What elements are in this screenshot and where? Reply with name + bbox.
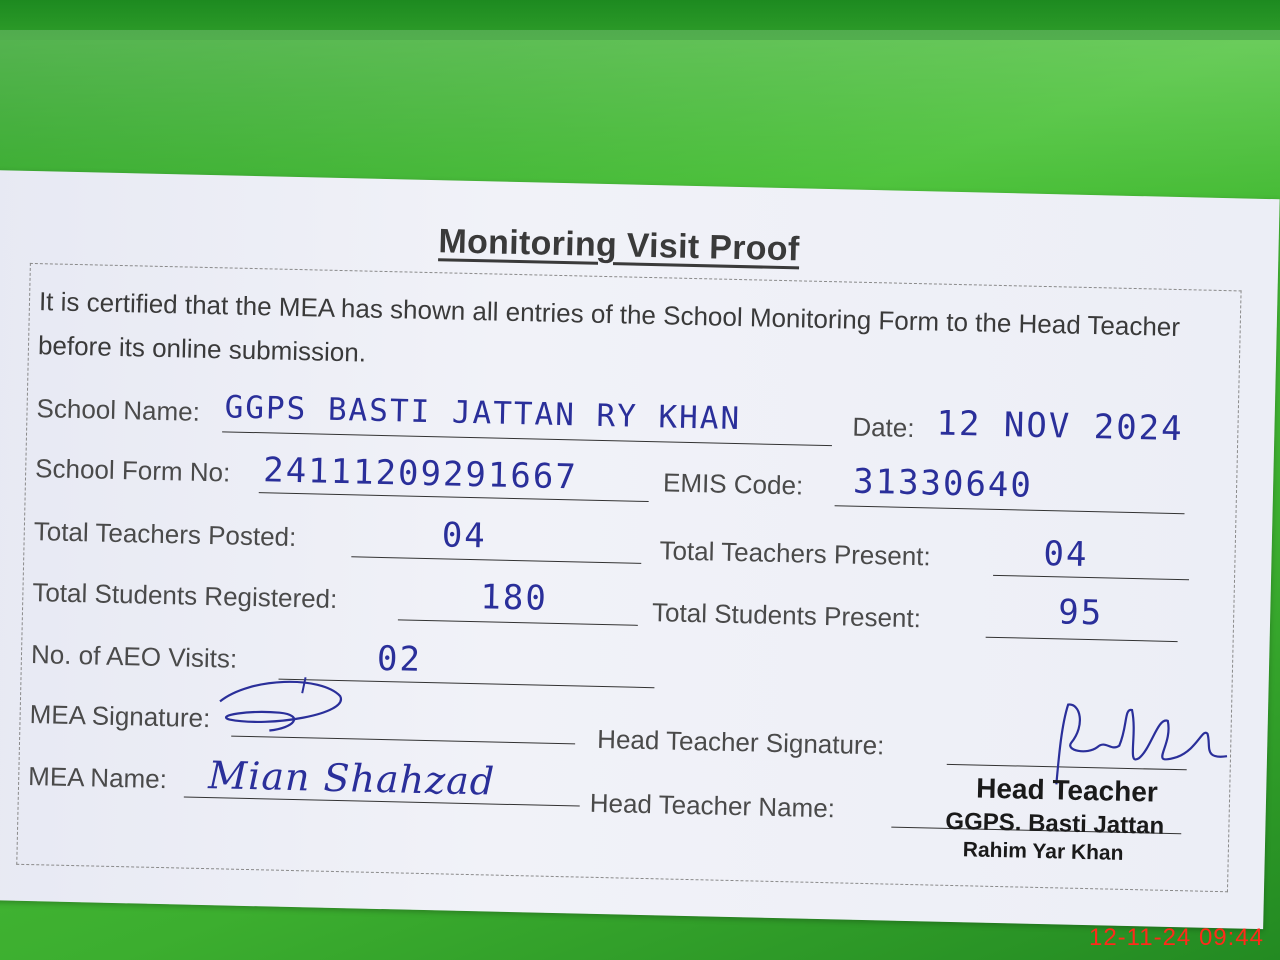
teachers-present-label: Total Teachers Present: — [659, 535, 932, 572]
school-name-value: GGPS BASTI JATTAN RY KHAN — [224, 389, 742, 438]
stamp-school: GGPS. Basti Jattan — [945, 807, 1165, 840]
date-label: Date: — [852, 411, 915, 444]
emis-code-value: 31330640 — [852, 461, 1034, 506]
teachers-posted-value: 04 — [441, 515, 488, 557]
students-registered-value: 180 — [479, 577, 549, 619]
camera-timestamp: 12-11-24 09:44 — [1088, 924, 1264, 951]
students-present-value: 95 — [1057, 592, 1104, 634]
emis-code-label: EMIS Code: — [662, 467, 804, 501]
students-present-label: Total Students Present: — [651, 597, 922, 634]
mea-signature-scribble — [209, 671, 361, 744]
school-form-no-label: School Form No: — [34, 453, 231, 488]
aeo-visits-value: 02 — [376, 638, 423, 680]
monitoring-visit-card — [0, 170, 1280, 929]
mea-signature-label: MEA Signature: — [29, 699, 211, 734]
head-teacher-name-label: Head Teacher Name: — [589, 787, 836, 824]
date-value: 12 NOV 2024 — [936, 403, 1185, 450]
students-registered-label: Total Students Registered: — [32, 577, 338, 614]
stamp-location: Rahim Yar Khan — [962, 838, 1124, 865]
school-form-no-value: 24111209291667 — [262, 450, 579, 498]
teachers-present-value: 04 — [1043, 534, 1089, 576]
teachers-posted-label: Total Teachers Posted: — [33, 516, 297, 553]
stamp-title: Head Teacher — [975, 772, 1159, 808]
aeo-visits-label: No. of AEO Visits: — [30, 639, 238, 674]
form-title: Monitoring Visit Proof — [438, 222, 800, 269]
school-name-label: School Name: — [36, 393, 201, 427]
mea-name-label: MEA Name: — [27, 761, 168, 795]
mea-name-value: Mian Shahzad — [207, 753, 496, 804]
head-teacher-signature-label: Head Teacher Signature: — [596, 723, 885, 761]
certification-text: It is certified that the MEA has shown all entries of the School Monitoring Form to the Head Teacher before its online submission. — [37, 286, 1181, 368]
